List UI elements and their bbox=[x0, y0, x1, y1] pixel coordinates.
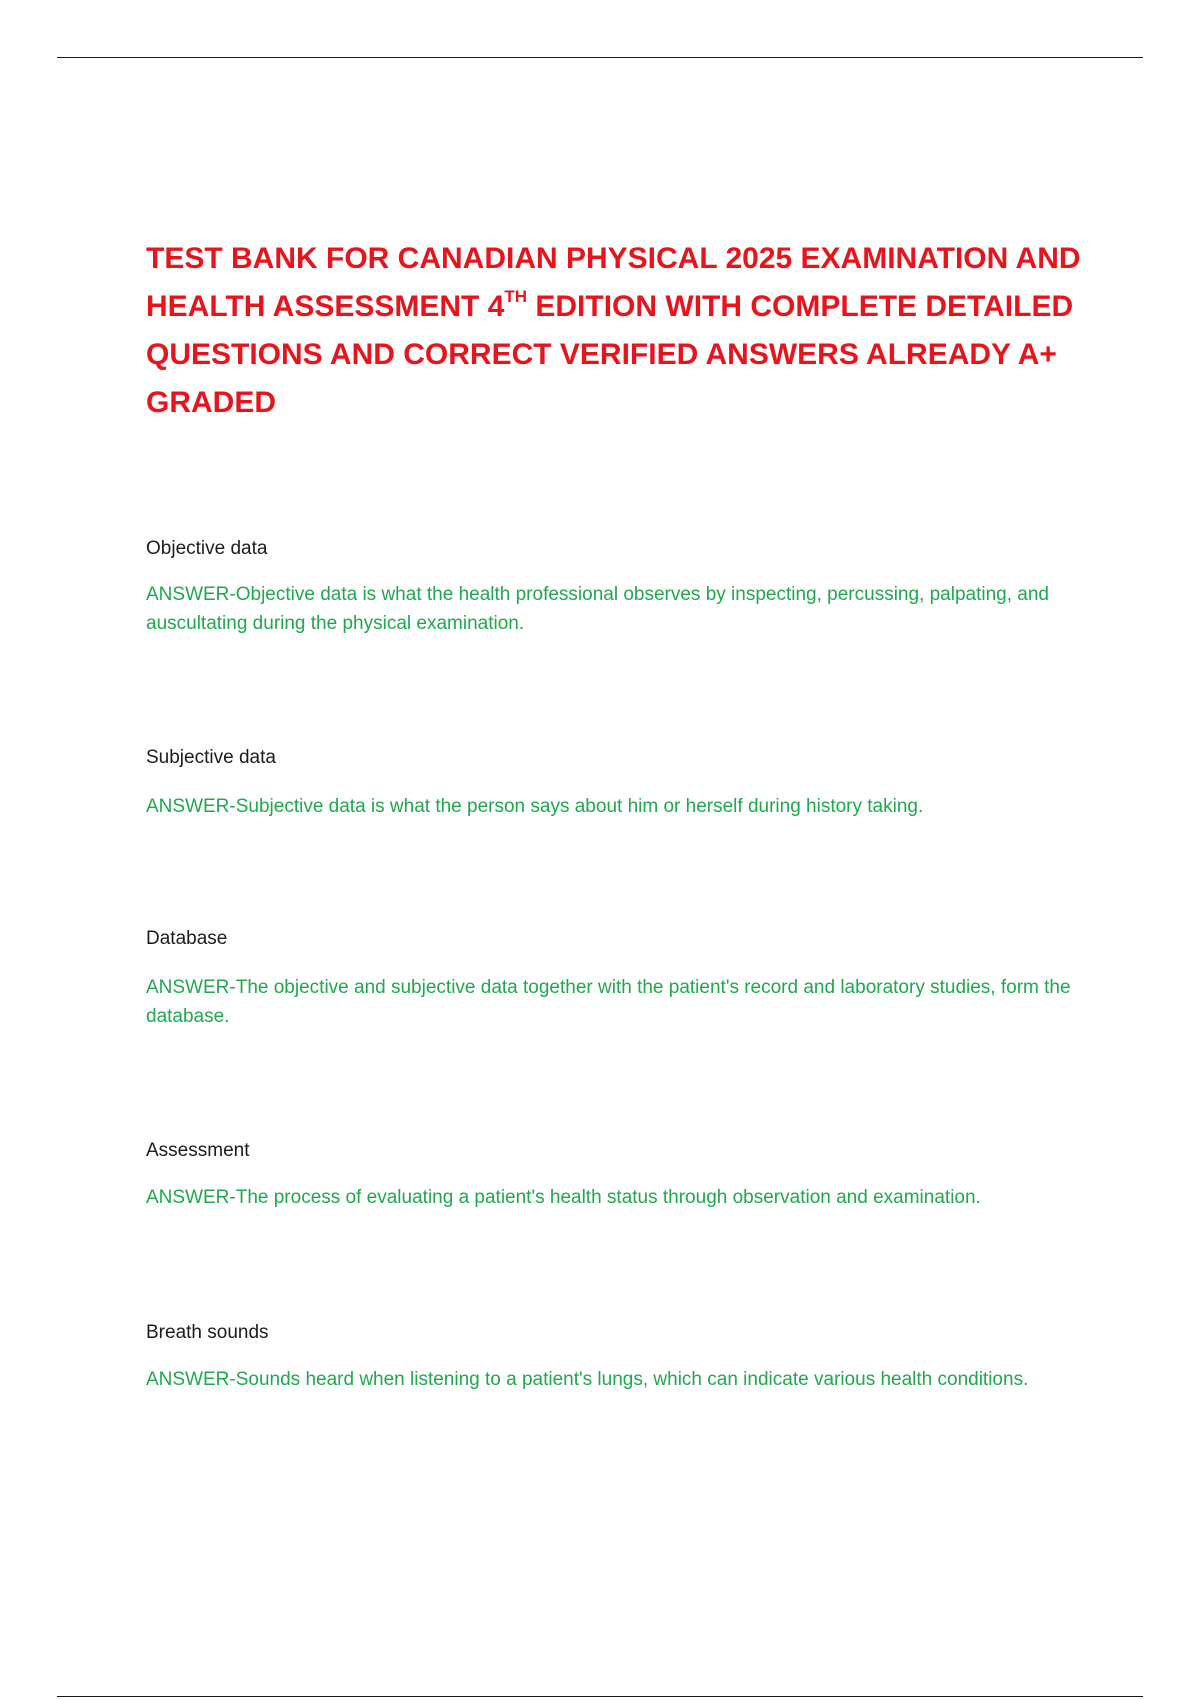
footer-rule bbox=[57, 1696, 1143, 1697]
document-title bbox=[146, 235, 1106, 427]
header-rule bbox=[57, 57, 1143, 58]
title-text-part2: EDITION WITH COMPLETE DETAILED QUESTIONS AND CORRECT VERIFIED ANSWERS ALREADY A+ GRADED bbox=[146, 290, 1074, 419]
answer-text: ANSWER-The objective and subjective data together with the patient's record and laboratory studies, form the database. bbox=[146, 977, 1071, 1027]
answer-text: ANSWER-Objective data is what the health professional observes by inspecting, percussing, palpating, and auscultating during the physical examination. bbox=[146, 584, 1049, 634]
qa-item-assessment bbox=[146, 1139, 1106, 1212]
answer-text: ANSWER-Sounds heard when listening to a patient's lungs, which can indicate various health conditions. bbox=[146, 1369, 1029, 1390]
qa-item-breath-sounds bbox=[146, 1321, 1106, 1394]
question-term: Objective data bbox=[146, 538, 268, 559]
qa-item-objective-data bbox=[146, 537, 1106, 638]
qa-item-subjective-data bbox=[146, 746, 1106, 821]
title-superscript: TH bbox=[504, 287, 528, 306]
qa-item-database bbox=[146, 927, 1106, 1031]
question-term: Database bbox=[146, 928, 228, 949]
question-term: Subjective data bbox=[146, 747, 276, 768]
answer-text: ANSWER-Subjective data is what the person says about him or herself during history taking. bbox=[146, 796, 924, 817]
question-term: Assessment bbox=[146, 1140, 250, 1161]
question-term: Breath sounds bbox=[146, 1322, 269, 1343]
answer-text: ANSWER-The process of evaluating a patient's health status through observation and examination. bbox=[146, 1187, 981, 1208]
title-text-part1: TEST BANK FOR CANADIAN PHYSICAL 2025 EXAMINATION AND HEALTH ASSESSMENT 4 bbox=[146, 242, 1081, 323]
